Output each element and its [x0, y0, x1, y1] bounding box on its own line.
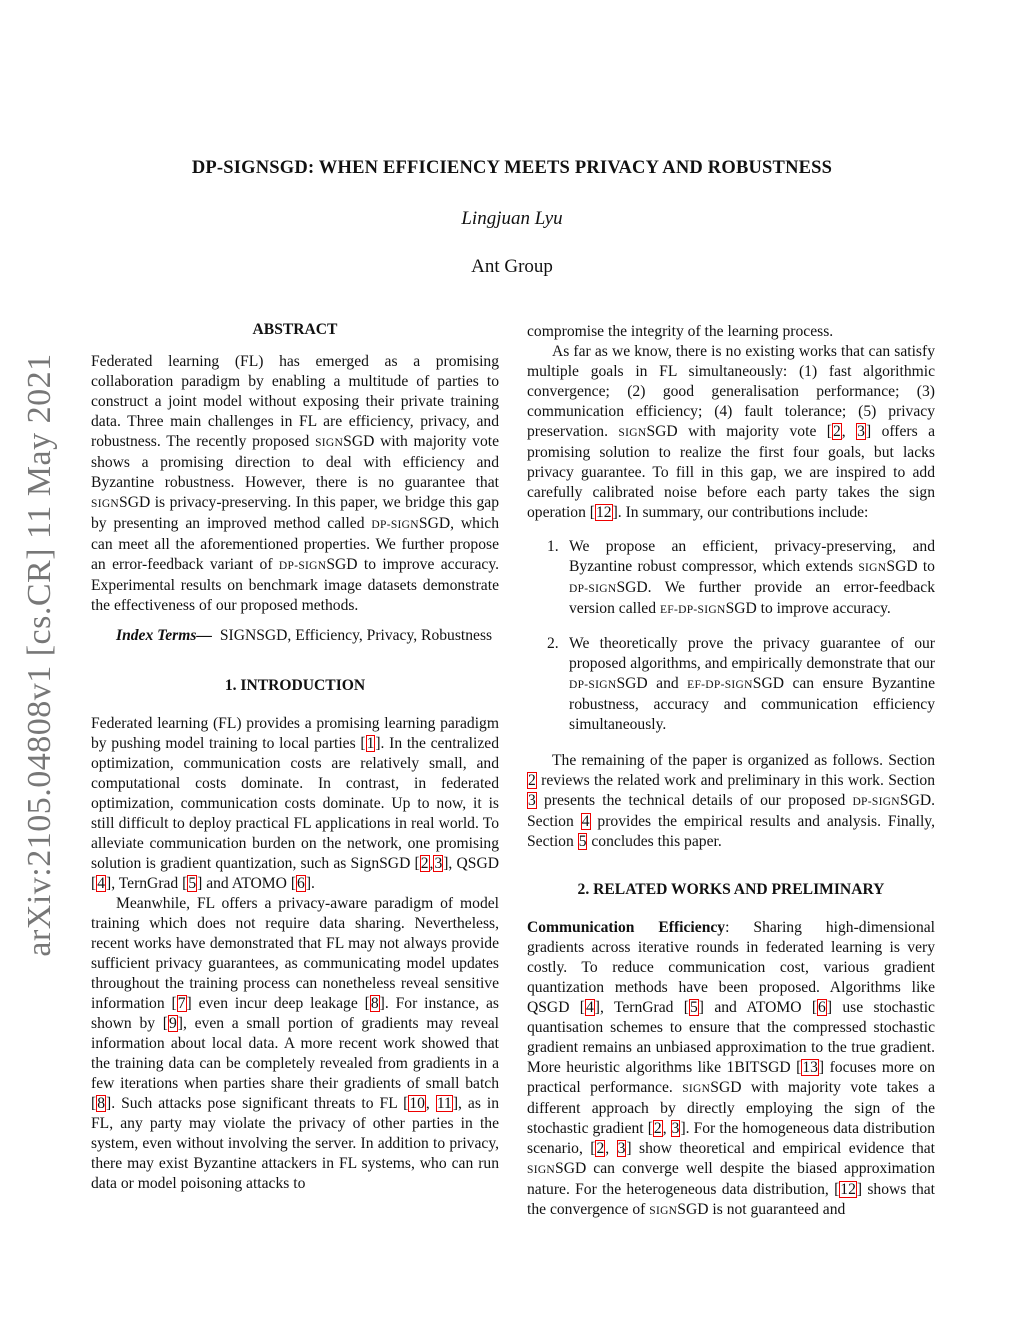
abstract-heading: ABSTRACT — [252, 321, 338, 338]
related-paragraph: Communication Efficiency: Sharing high-dimensional gradients across iterative rounds in federated learning is very costly. To reduce communication cost, various gradient quantization methods have been proposed. Algorithms like QSGD [4], TernGrad [5] and ATOMO [6] use stochastic quantisation schemes to ensure that the compressed stochastic gradient remains an unbiased approximation to the true gradient. More heuristic algorithms like 1BITSGD [13] focuses more on practical performance. SIGNSGD with majority vote takes a different approach by directly employing the sign of the stochastic gradient [2, 3]. For the homogeneous data distribution scenario, [2, 3] show theoretical and empirical evidence that SIGNSGD can converge well despite the biased approximation nature. For the heterogeneous data distribution, [12] shows that the convergence of SIGNSGD is not guaranteed and — [527, 919, 936, 1218]
contributions-list — [527, 537, 935, 735]
author: Lingjuan Lyu — [461, 208, 563, 229]
related-lead: Communication Efficiency — [527, 919, 726, 936]
intro-heading: 1. INTRODUCTION — [224, 677, 366, 694]
related-heading: 2. RELATED WORKS AND PRELIMINARY — [577, 881, 885, 898]
intro-paragraph-1: Federated learning (FL) provides a promising learning paradigm by pushing model training to local parties [1]. In the centralized optimization, communication costs are relatively small, and computational costs dominate. In contrast, in federated optimization, communication costs dominate. Up to now, it is still difficult to deploy practical FL applications in real world. To alleviate communication burden on the network, one promising solution is gradient quantization, such as SignSGD [2,3], QSGD [4], TernGrad [5] and ATOMO [6]. — [91, 715, 499, 892]
right-column — [527, 322, 935, 1221]
contribution-item: 1. We propose an efficient, privacy-preserving, and Byzantine robust compressor, which extends SIGNSGD to DP-SIGNSGD. We further provide an error-feedback version called EF-DP-SIGNSGD to improve accuracy. — [547, 538, 935, 617]
intro-paragraph-5: The remaining of the paper is organized as follows. Section 2 reviews the related work and preliminary in this work. Section 3 presents the technical details of our proposed DP-SIGNSGD. Section 4 provides the empirical results and analysis. Finally, Section 5 concludes this paper. — [527, 752, 935, 850]
index-terms — [91, 626, 499, 646]
arxiv-identifier: arXiv:2105.04808v1 [cs.CR] 11 May 2021 — [21, 353, 58, 957]
index-terms-values: SIGNSGD, Efficiency, Privacy, Robustness — [219, 627, 493, 644]
affiliation: Ant Group — [471, 256, 553, 277]
abstract-text: Federated learning (FL) has emerged as a promising collaboration paradigm by enabling a multitude of parties to construct a joint model without exposing their private training data. Three main challenges in FL are efficiency, privacy, and robustness. The recently proposed SIGNSGD with majority vote shows a promising direction to deal with efficiency and Byzantine robustness. However, there is no guarantee that SIGNSGD is privacy-preserving. In this paper, we bridge this gap by presenting an improved method called DP-SIGNSGD, which can meet all the aforementioned properties. We further propose an error-feedback variant of DP-SIGNSGD to improve accuracy. Experimental results on benchmark image datasets demonstrate the effectiveness of our proposed methods. — [91, 353, 500, 614]
index-terms-label: Index Terms— — [116, 627, 213, 644]
left-column — [91, 320, 499, 1194]
intro-paragraph-3: compromise the integrity of the learning process. — [527, 323, 834, 340]
contribution-item: 2. We theoretically prove the privacy guarantee of our proposed algorithms, and empirically demonstrate that our DP-SIGNSGD and EF-DP-SIGNSGD can ensure Byzantine robustness, accuracy and communication efficiency simultaneously. — [547, 635, 935, 733]
paper-title: DP-SIGNSGD: WHEN EFFICIENCY MEETS PRIVACY AND ROBUSTNESS — [191, 158, 833, 178]
intro-paragraph-2: Meanwhile, FL offers a privacy-aware paradigm of model training which does not require data sharing. Nevertheless, recent works have demonstrated that FL may not always provide sufficient privacy guarantees, as communicating model updates throughout the training process can nonetheless reveal sensitive information [7] even incur deep leakage [8]. For instance, as shown by [9], even a small portion of gradients may reveal information about local data. A more recent work showed that the training data can be completely revealed from gradients in a few iterations when parties share their gradients of small batch [8]. Such attacks pose significant threats to FL [10, 11], as in FL, any party may violate the privacy of other parties in the system, even without involving the server. In addition to privacy, there may exist Byzantine attackers in FL systems, who can run data or model poisoning attacks to — [91, 895, 500, 1192]
intro-paragraph-4: As far as we know, there is no existing works that can satisfy multiple goals in FL simultaneously: (1) fast algorithmic convergence; (2) good generalisation performance; (3) communication efficiency; (4) fault tolerance; (5) privacy preservation. SIGNSGD with majority vote [2, 3] offers a promising solution to realize the first four goals, but lacks privacy guarantee. To fill in this gap, we are inspired to add carefully calibrated noise before each party takes the sign operation [12]. In summary, our contributions include: — [527, 343, 936, 521]
